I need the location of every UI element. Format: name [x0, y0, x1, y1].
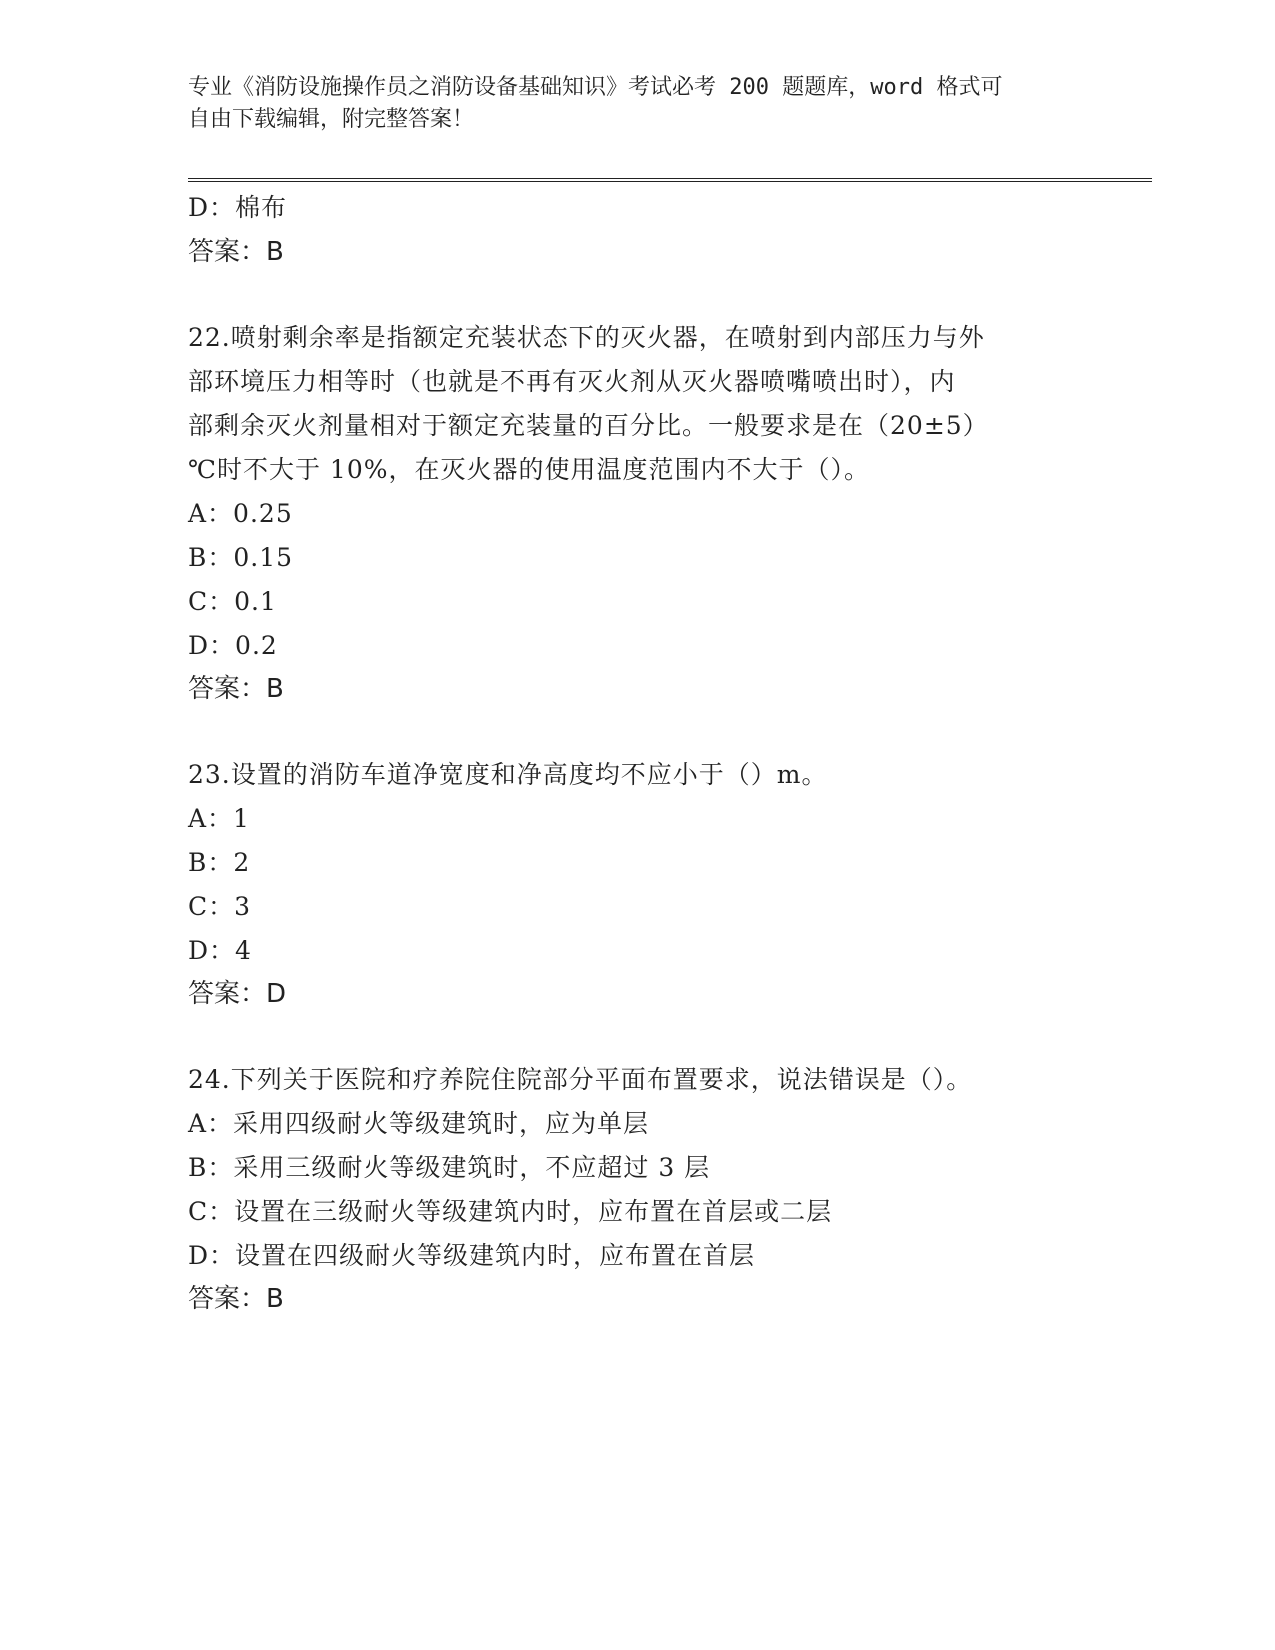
q22-option-a: A：0.25: [188, 499, 293, 528]
header-divider: [188, 178, 1152, 182]
q22-option-d: D：0.2: [188, 631, 278, 660]
q24-option-c: C：设置在三级耐火等级建筑内时，应布置在首层或二层: [188, 1197, 833, 1226]
q23-stem: 23.设置的消防车道净宽度和净高度均不应小于（）m。: [188, 760, 828, 789]
q22-option-c: C：0.1: [188, 587, 277, 616]
q24-option-a: A：采用四级耐火等级建筑时，应为单层: [188, 1109, 650, 1138]
header-title-line-2: 自由下载编辑，附完整答案！: [188, 107, 475, 132]
q23-answer: 答案：D: [188, 979, 287, 1009]
q23-option-d: D：4: [188, 936, 252, 965]
q24-answer: 答案：B: [188, 1284, 284, 1314]
q23-option-a: A：1: [188, 804, 250, 833]
q22-answer: 答案：B: [188, 674, 284, 704]
q23-option-c: C：3: [188, 892, 252, 921]
q22-stem-line-1: 22.喷射剩余率是指额定充装状态下的灭火器，在喷射到内部压力与外: [188, 323, 985, 352]
q22-stem-line-2: 部环境压力相等时（也就是不再有灭火剂从灭火器喷嘴喷出时），内: [188, 367, 956, 396]
q22-option-b: B：0.15: [188, 543, 294, 572]
q24-option-b: B：采用三级耐火等级建筑时，不应超过 3 层: [188, 1153, 711, 1182]
q22-stem-line-4: ℃时不大于 10%，在灭火器的使用温度范围内不大于（）。: [188, 455, 870, 484]
q23-option-b: B：2: [188, 848, 251, 877]
q22-stem-line-3: 部剩余灭火剂量相对于额定充装量的百分比。一般要求是在（20±5）: [188, 411, 989, 440]
q24-stem: 24.下列关于医院和疗养院住院部分平面布置要求，说法错误是（）。: [188, 1065, 973, 1094]
header-title-line-1: 专业《消防设施操作员之消防设备基础知识》考试必考 200 题题库，word 格式可: [188, 75, 1003, 100]
q21-answer: 答案：B: [188, 237, 284, 267]
q21-option-d: D：棉布: [188, 193, 288, 222]
q24-option-d: D：设置在四级耐火等级建筑内时，应布置在首层: [188, 1241, 756, 1270]
